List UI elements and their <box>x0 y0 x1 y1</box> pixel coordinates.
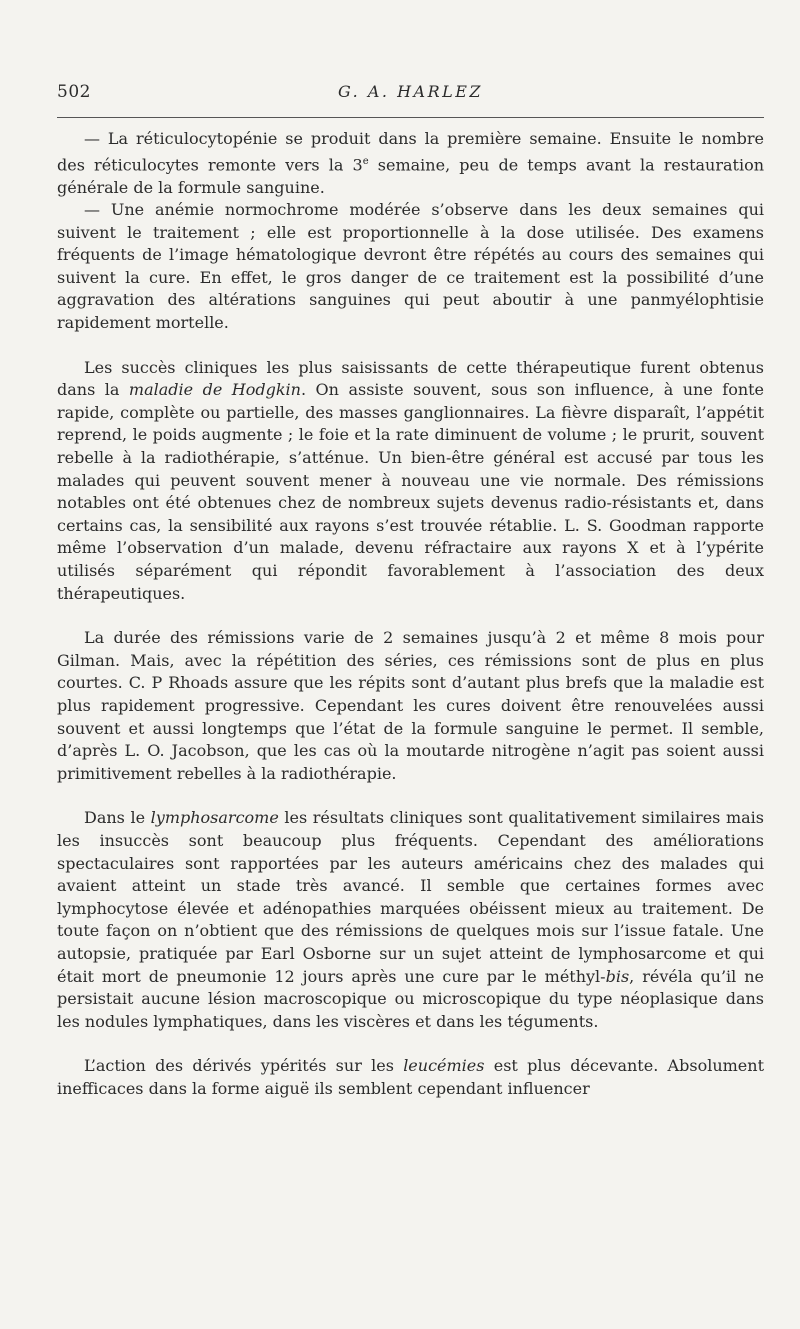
text-run: Les succès cliniques les plus saisissants de cette thérapeutique furent obtenus dans la <box>57 357 764 400</box>
text-run: L’action des dérivés ypérités sur les <box>84 1056 404 1076</box>
text-run: La durée des rémissions varie de 2 semaines jusqu’à 2 et même 8 mois pour Gilman. Mais, avec la répétition des séries, ces rémissions sont de plus en plus courtes. C. P Rhoads assure que les répits sont d’autant plus brefs que la maladie est plus rapidement progressive. Cependant les cures doivent être renouvelées aussi souvent et aussi longtemps que l’état de la formule sanguine le permet. Il semble, d’après L. O. Jacobson, que les cas où la moutarde nitrogène n’agit pas soient aussi primitivement rebelles à la radiothérapie. <box>57 628 764 783</box>
header-rule <box>57 117 764 118</box>
paragraph-4 <box>57 627 764 785</box>
emphasis-text: leucémies <box>403 1056 485 1076</box>
paragraph-1 <box>57 128 764 199</box>
paragraph-3 <box>57 357 764 606</box>
text-run: . On assiste souvent, sous son influence, à une fonte rapide, complète ou partielle, des masses ganglionnaires. La fièvre disparaît, l’appétit reprend, le poids augmente ; le foie et la rate diminuent de volume ; le prurit, souvent rebelle à la radiothérapie, s’atténue. Un bien-être général est accusé par tous les malades qui peuvent souvent mener à nouveau une vie normale. Des rémissions notables ont été obtenues chez de nombreux sujets devenus radio-résistants et, dans certains cas, la sensibilité aux rayons s’est trouvée rétablie. L. S. Goodman rapporte même l’observation d’un malade, devenu réfractaire aux rayons X et à l’ypérite utilisés séparément qui répondit favorablement à l’association des deux thérapeutiques. <box>57 380 765 603</box>
text-run: les résultats cliniques sont qualitativement similaires mais les insuccès sont beaucoup plus fréquents. Cependant des améliorations spectaculaires sont rapportées par les auteurs américains chez des malades qui avaient atteint un stade très avancé. Il semble que certaines formes avec lymphocytose élevée et adénopathies marquées obéissent mieux au traitement. De toute façon on n’obtient que des rémissions de quelques mois sur l’issue fatale. Une autopsie, pratiquée par Earl Osborne sur un sujet atteint de lymphosarcome et qui était mort de pneumonie 12 jours après une cure par le méthyl- <box>57 808 765 986</box>
paragraph-5 <box>57 807 764 1033</box>
text-run: semaine, peu de temps avant la restauration générale de la formule sanguine. <box>57 154 765 197</box>
body-text <box>57 128 764 1100</box>
text-run: Dans le <box>84 808 151 828</box>
text-run: est plus décevante. Absolument inefficaces dans la forme aiguë ils semblent cependant influencer <box>57 1056 764 1098</box>
text-run: — Une anémie normochrome modérée s’observe dans les deux semaines qui suivent le traitement ; elle est proportionnelle à la dose utilisée. Des examens fréquents de l’image hématologique devront être répétés au cours des semaines qui suivent la cure. En effet, le gros danger de ce traitement est la possibilité d’une aggravation des altérations sanguines qui peut aboutir à une panmyélophtisie rapidement mortelle. <box>57 200 764 333</box>
page-header <box>57 82 764 108</box>
text-run: — La réticulocytopénie se produit dans la première semaine. Ensuite le nombre des réticulocytes remonte vers la 3 <box>57 129 764 174</box>
emphasis-text: maladie de Hodgkin <box>128 380 301 400</box>
paragraph-2 <box>57 199 764 335</box>
superscript-text: e <box>362 155 369 167</box>
emphasis-text: bis <box>605 966 630 986</box>
emphasis-text: lymphosarcome <box>150 808 279 828</box>
page-number: 502 <box>57 82 91 102</box>
text-run: , révéla qu’il ne persistait aucune lésion macroscopique ou microscopique du type néoplasique dans les nodules lymphatiques, dans les viscères et dans les téguments. <box>57 966 765 1031</box>
paragraph-6 <box>57 1055 764 1100</box>
running-head: G. A. HARLEZ <box>337 82 484 101</box>
